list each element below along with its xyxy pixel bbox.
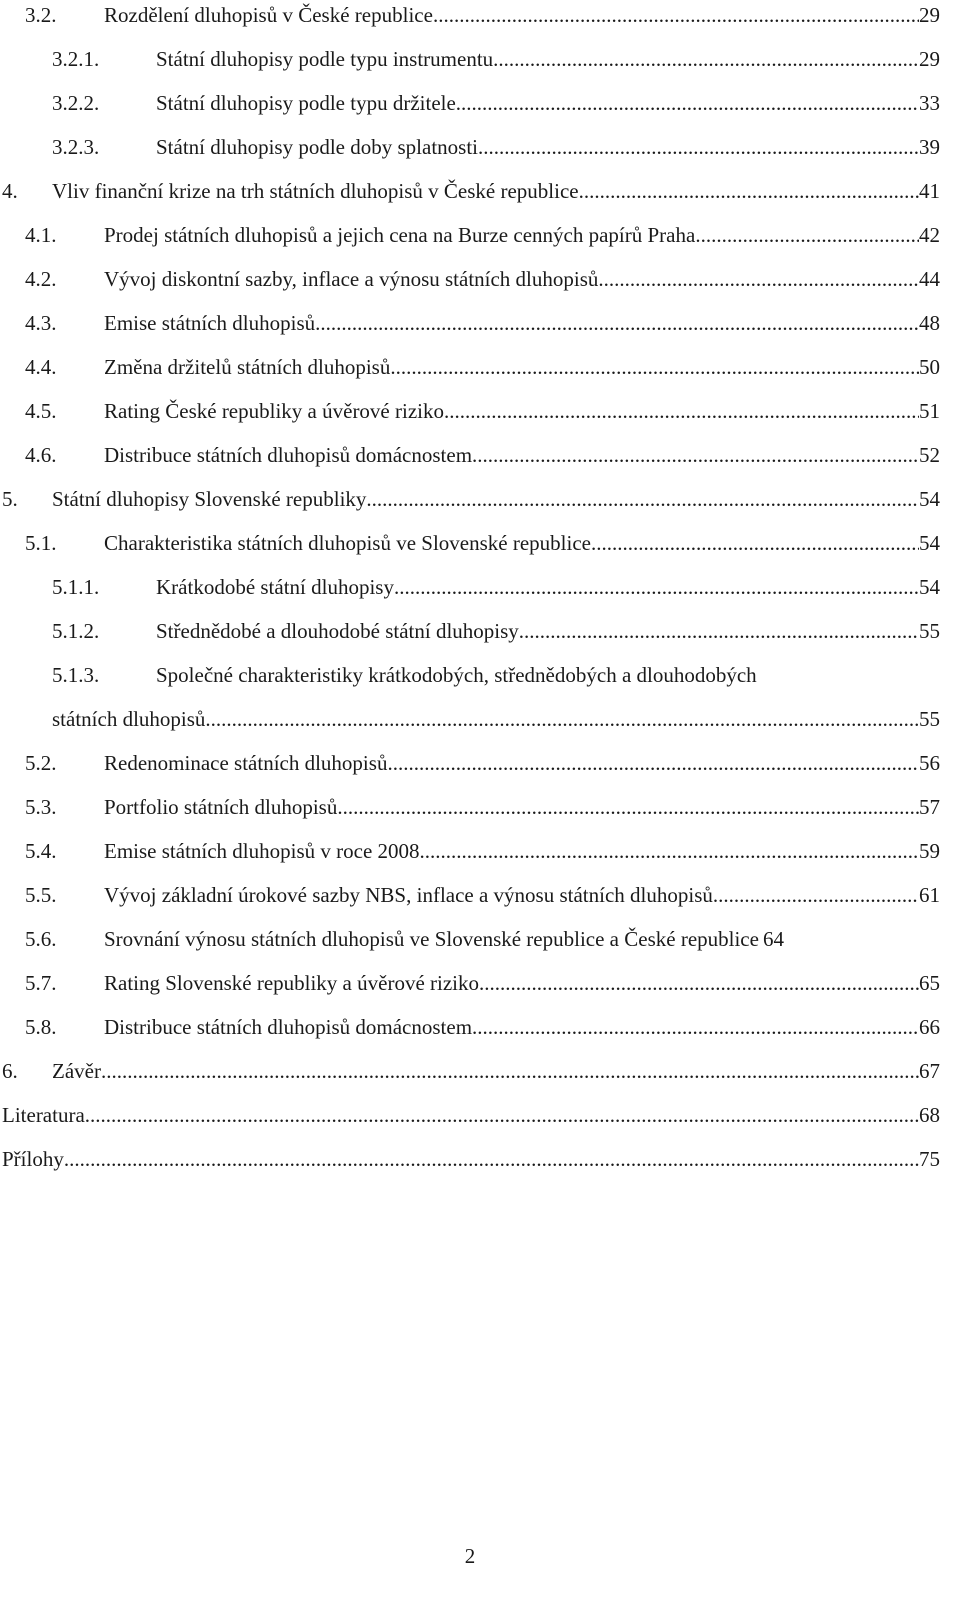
toc-entry[interactable]: [0, 792, 960, 822]
toc-entry-page: 50: [919, 355, 940, 379]
toc-entry-page: 64: [762, 927, 784, 951]
toc-leader-dots: [579, 176, 919, 206]
toc-leader-dots: [713, 880, 919, 910]
toc-entry-number: 6.: [2, 1059, 18, 1083]
toc-entry[interactable]: [0, 176, 960, 206]
toc-leader-dots: [390, 352, 919, 382]
page-number: 2: [464, 1544, 476, 1568]
toc-entry-page: 29: [919, 47, 940, 71]
toc-entry-title: Emise státních dluhopisů v roce 2008: [104, 839, 420, 863]
toc-entry-title-continuation: státních dluhopisů: [52, 707, 206, 731]
toc-entry-number: 4.5.: [25, 399, 57, 423]
toc-leader-dots: [695, 220, 919, 250]
toc-entry-number: 4.1.: [25, 223, 57, 247]
toc-entry[interactable]: [0, 1100, 960, 1130]
toc-entry-title: Prodej státních dluhopisů a jejich cena na Burze cenných papírů Praha: [104, 223, 696, 247]
toc-leader-dots: [472, 440, 919, 470]
toc-entry-number: 3.2.1.: [52, 47, 100, 71]
toc-entry-page: 75: [919, 1147, 940, 1171]
toc-entry[interactable]: [0, 220, 960, 250]
toc-entry-page: 54: [919, 575, 940, 599]
toc-entry-page: 29: [919, 3, 940, 27]
toc-entry-page: 55: [919, 707, 940, 731]
toc-entry-page: 52: [919, 443, 940, 467]
toc-entry-page: 67: [919, 1059, 940, 1083]
toc-entry-page: 57: [919, 795, 940, 819]
toc-entry[interactable]: [0, 1056, 960, 1086]
toc-entry-title: Emise státních dluhopisů: [104, 311, 316, 335]
toc-entry-title: Krátkodobé státní dluhopisy: [156, 575, 394, 599]
toc-entry-number: 5.1.1.: [52, 575, 100, 599]
toc-entry-page: 33: [919, 91, 940, 115]
toc-entry-title: Státní dluhopisy podle typu držitele: [156, 91, 456, 115]
toc-entry-page: 66: [919, 1015, 940, 1039]
toc-entry-page: 61: [919, 883, 940, 907]
toc-entry-title: Vývoj základní úrokové sazby NBS, inflace a výnosu státních dluhopisů: [104, 883, 713, 907]
toc-leader-dots: [456, 88, 919, 118]
toc-leader-dots: [420, 836, 919, 866]
toc-entry[interactable]: [0, 748, 960, 778]
toc-entry[interactable]: [0, 836, 960, 866]
toc-leader-dots: [478, 132, 919, 162]
toc-entry[interactable]: [0, 396, 960, 426]
toc-entry-page: 42: [919, 223, 940, 247]
toc-entry[interactable]: [0, 440, 960, 470]
toc-leader-dots: [591, 528, 919, 558]
toc-entry[interactable]: [0, 660, 960, 690]
toc-entry[interactable]: [0, 484, 960, 514]
toc-entry-title: Státní dluhopisy podle typu instrumentu: [156, 47, 494, 71]
toc-entry-page: 56: [919, 751, 940, 775]
toc-entry[interactable]: [0, 616, 960, 646]
toc-entry-title: Státní dluhopisy podle doby splatnosti: [156, 135, 479, 159]
toc-entry-page: 39: [919, 135, 940, 159]
toc-entry-number: 3.2.3.: [52, 135, 100, 159]
toc-leader-dots: [64, 1144, 919, 1174]
toc-entry[interactable]: [0, 352, 960, 382]
toc-entry[interactable]: [0, 572, 960, 602]
toc-entry[interactable]: [0, 0, 960, 30]
toc-entry[interactable]: [0, 44, 960, 74]
toc-entry-title: Závěr: [52, 1059, 101, 1083]
toc-entry[interactable]: [0, 1144, 960, 1174]
toc-leader-dots: [85, 1100, 919, 1130]
toc-entry-title: Rozdělení dluhopisů v České republice: [104, 3, 433, 27]
toc-entry-title: Státní dluhopisy Slovenské republiky: [52, 487, 367, 511]
toc-entry-title: Portfolio státních dluhopisů: [104, 795, 338, 819]
toc-leader-dots: [444, 396, 919, 426]
toc-leader-dots: [472, 1012, 919, 1042]
toc-entry-page: 59: [919, 839, 940, 863]
toc-entry-number: 4.6.: [25, 443, 57, 467]
toc-leader-dots: [387, 748, 919, 778]
toc-leader-dots: [366, 484, 919, 514]
toc-entry-page: 44: [919, 267, 940, 291]
toc-leader-dots: [598, 264, 919, 294]
toc-entry-title: Společné charakteristiky krátkodobých, střednědobých a dlouhodobých: [156, 663, 757, 687]
toc-entry-title: Vliv finanční krize na trh státních dluhopisů v České republice: [52, 179, 579, 203]
toc-entry-number: 5.2.: [25, 751, 57, 775]
toc-entry-page: 54: [919, 487, 940, 511]
toc-entry[interactable]: [0, 88, 960, 118]
toc-entry[interactable]: [0, 880, 960, 910]
toc-leader-dots: [479, 968, 919, 998]
toc-entry-number: 4.3.: [25, 311, 57, 335]
toc-entry-title: Distribuce státních dluhopisů domácnostem: [104, 1015, 473, 1039]
toc-entry-page: 55: [919, 619, 940, 643]
toc-entry-number: 4.: [2, 179, 18, 203]
toc-entry-title: Vývoj diskontní sazby, inflace a výnosu státních dluhopisů: [104, 267, 599, 291]
toc-leader-dots: [205, 704, 919, 734]
toc-entry[interactable]: [0, 308, 960, 338]
toc-entry-title: Literatura: [2, 1103, 85, 1127]
toc-entry-number: 5.5.: [25, 883, 57, 907]
toc-entry-page: 65: [919, 971, 940, 995]
toc-entry-page: 41: [919, 179, 940, 203]
toc-entry-number: 5.7.: [25, 971, 57, 995]
toc-entry-number: 3.2.2.: [52, 91, 100, 115]
toc-entry-title: Změna držitelů státních dluhopisů: [104, 355, 391, 379]
toc-entry-continuation[interactable]: [0, 704, 960, 734]
toc-entry-number: 5.1.: [25, 531, 57, 555]
toc-entry[interactable]: [0, 968, 960, 998]
toc-entry[interactable]: [0, 1012, 960, 1042]
toc-entry-title: Distribuce státních dluhopisů domácnostem: [104, 443, 473, 467]
toc-entry-title: Charakteristika státních dluhopisů ve Slovenské republice: [104, 531, 591, 555]
toc-leader-dots: [337, 792, 919, 822]
toc-leader-dots: [493, 44, 919, 74]
toc-entry-title: Rating Slovenské republiky a úvěrové riziko: [104, 971, 479, 995]
toc-entry-title: Srovnání výnosu státních dluhopisů ve Slovenské republice a České republice: [104, 927, 759, 951]
toc-leader-dots: [394, 572, 919, 602]
toc-entry-title: Rating České republiky a úvěrové riziko: [104, 399, 444, 423]
toc-entry-title: Redenominace státních dluhopisů: [104, 751, 388, 775]
toc-entry-title: Střednědobé a dlouhodobé státní dluhopisy: [156, 619, 519, 643]
toc-leader-dots: [101, 1056, 919, 1086]
toc-entry-number: 5.4.: [25, 839, 57, 863]
toc-entry-number: 5.8.: [25, 1015, 57, 1039]
toc-entry-page: 54: [919, 531, 940, 555]
toc-entry-number: 5.: [2, 487, 18, 511]
toc-leader-dots: [519, 616, 919, 646]
toc-entry[interactable]: [0, 528, 960, 558]
toc-entry[interactable]: [0, 132, 960, 162]
toc-entry-number: 3.2.: [25, 3, 57, 27]
toc-entry-number: 4.4.: [25, 355, 57, 379]
toc-entry-number: 5.1.2.: [52, 619, 100, 643]
toc-entry[interactable]: [0, 924, 960, 954]
toc-entry-page: 51: [919, 399, 940, 423]
toc-entry-number: 5.1.3.: [52, 663, 100, 687]
toc-entry-number: 5.3.: [25, 795, 57, 819]
toc-leader-dots: [433, 0, 919, 30]
toc-entry-number: 4.2.: [25, 267, 57, 291]
toc-entry-page: 68: [919, 1103, 940, 1127]
toc-entry-page: 48: [919, 311, 940, 335]
toc-leader-dots: [315, 308, 919, 338]
toc-entry-title: Přílohy: [2, 1147, 64, 1171]
toc-entry[interactable]: [0, 264, 960, 294]
toc-entry-number: 5.6.: [25, 927, 57, 951]
